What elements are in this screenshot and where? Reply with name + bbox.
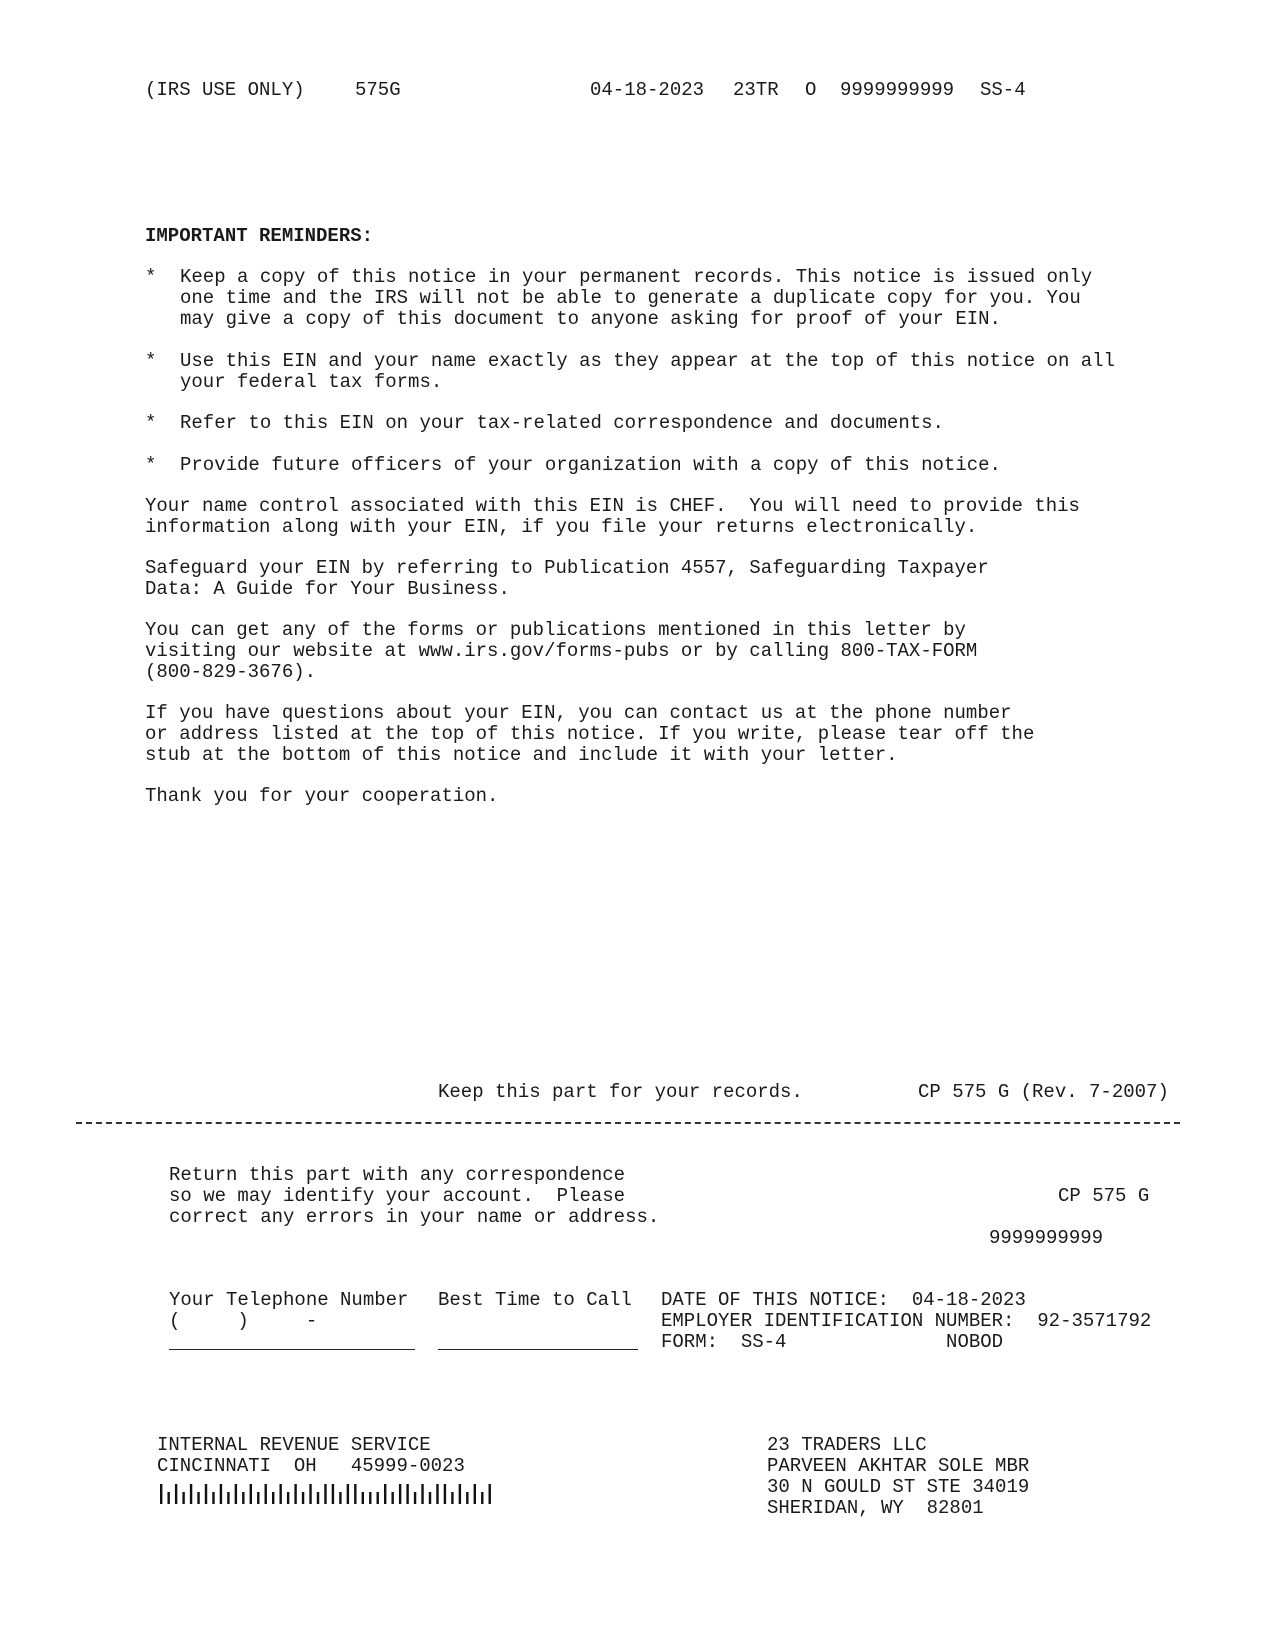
- barcode-bar: [451, 1492, 453, 1504]
- reminder-item: Provide future officers of your organization with a copy of this notice.: [180, 454, 1001, 476]
- form-revision: CP 575 G (Rev. 7-2007): [918, 1081, 1169, 1103]
- barcode-bar: [287, 1492, 289, 1504]
- header-field1: 23TR: [733, 79, 779, 101]
- header-field2: O: [805, 79, 817, 101]
- barcode-bar: [190, 1484, 192, 1504]
- barcode-bar: [391, 1492, 393, 1504]
- barcode-bar: [257, 1492, 259, 1504]
- barcode-bar: [235, 1484, 237, 1504]
- barcode-bar: [406, 1484, 408, 1504]
- keep-records-text: Keep this part for your records.: [438, 1081, 803, 1103]
- barcode-bar: [227, 1492, 229, 1504]
- name-control-paragraph: Your name control associated with this EIN is CHEF. You will need to provide this information along with your EIN, if you file your returns electronically.: [145, 495, 1080, 538]
- return-instructions: Return this part with any correspondence so we may identify your account. Please correct any errors in your name or address.: [169, 1164, 660, 1228]
- barcode-bar: [197, 1492, 199, 1504]
- safeguard-paragraph: Safeguard your EIN by referring to Publication 4557, Safeguarding Taxpayer Data: A Guide for Your Business.: [145, 557, 989, 600]
- best-time-label: Best Time to Call: [438, 1289, 632, 1311]
- barcode-bar: [220, 1484, 222, 1504]
- forms-paragraph: You can get any of the forms or publications mentioned in this letter by visiting our website at www.irs.gov/forms-pubs or by calling 800-TAX-FORM (800-829-3676).: [145, 619, 978, 683]
- reminder-item: Keep a copy of this notice in your permanent records. This notice is issued only one time and the IRS will not be able to generate a duplicate copy for you. You may give a copy of this document to anyone asking for proof of your EIN.: [180, 266, 1093, 330]
- header-date: 04-18-2023: [590, 79, 705, 101]
- barcode-bar: [332, 1484, 334, 1504]
- barcode-bar: [175, 1484, 177, 1504]
- notice-code: 575G: [355, 79, 401, 101]
- phone-underline: [169, 1349, 415, 1350]
- stub-number: 9999999999: [989, 1227, 1104, 1249]
- bullet-marker: *: [145, 266, 157, 288]
- barcode-bar: [369, 1492, 371, 1504]
- thanks-paragraph: Thank you for your cooperation.: [145, 785, 499, 807]
- bullet-marker: *: [145, 454, 157, 476]
- barcode-bar: [182, 1492, 184, 1504]
- barcode-bar: [489, 1484, 491, 1504]
- best-time-underline: [438, 1349, 638, 1350]
- barcode-bar: [212, 1492, 214, 1504]
- barcode-bar: [250, 1484, 252, 1504]
- barcode-bar: [317, 1492, 319, 1504]
- tear-off-line: [76, 1122, 1180, 1124]
- barcode-bar: [242, 1492, 244, 1504]
- irs-use-label: (IRS USE ONLY): [145, 79, 305, 101]
- postal-barcode: [160, 1484, 496, 1506]
- barcode-bar: [414, 1492, 416, 1504]
- barcode-bar: [444, 1484, 446, 1504]
- bullet-marker: *: [145, 350, 157, 372]
- barcode-bar: [362, 1492, 364, 1504]
- barcode-bar: [436, 1484, 438, 1504]
- barcode-bar: [294, 1484, 296, 1504]
- form-line: FORM: SS-4 NOBOD: [661, 1331, 1004, 1353]
- barcode-bar: [324, 1484, 326, 1504]
- barcode-bar: [339, 1492, 341, 1504]
- phone-template: ( ) -: [169, 1310, 318, 1332]
- barcode-bar: [384, 1484, 386, 1504]
- barcode-bar: [399, 1484, 401, 1504]
- phone-label: Your Telephone Number: [169, 1289, 409, 1311]
- questions-paragraph: If you have questions about your EIN, you can contact us at the phone number or address listed at the top of this notice. If you write, please tear off the stub at the bottom of this notice and include it with your letter.: [145, 702, 1035, 766]
- barcode-bar: [474, 1484, 476, 1504]
- barcode-bar: [167, 1492, 169, 1504]
- barcode-bar: [429, 1492, 431, 1504]
- notice-date-line: DATE OF THIS NOTICE: 04-18-2023: [661, 1289, 1026, 1311]
- reminders-title: IMPORTANT REMINDERS:: [145, 225, 374, 247]
- header-number: 9999999999: [840, 79, 955, 101]
- barcode-bar: [279, 1484, 281, 1504]
- barcode-bar: [347, 1484, 349, 1504]
- ein-line: EMPLOYER IDENTIFICATION NUMBER: 92-3571792: [661, 1310, 1152, 1332]
- barcode-bar: [481, 1492, 483, 1504]
- barcode-bar: [377, 1492, 379, 1504]
- barcode-bar: [354, 1484, 356, 1504]
- irs-address: INTERNAL REVENUE SERVICE CINCINNATI OH 45999-0023: [157, 1434, 465, 1477]
- header-form: SS-4: [980, 79, 1026, 101]
- bullet-marker: *: [145, 412, 157, 434]
- barcode-bar: [205, 1484, 207, 1504]
- recipient-address: 23 TRADERS LLC PARVEEN AKHTAR SOLE MBR 30 N GOULD ST STE 34019 SHERIDAN, WY 82801: [767, 1434, 1030, 1519]
- reminder-item: Refer to this EIN on your tax-related correspondence and documents.: [180, 412, 944, 434]
- barcode-bar: [421, 1484, 423, 1504]
- barcode-bar: [459, 1484, 461, 1504]
- barcode-bar: [466, 1492, 468, 1504]
- barcode-bar: [302, 1492, 304, 1504]
- barcode-bar: [272, 1492, 274, 1504]
- barcode-bar: [309, 1484, 311, 1504]
- barcode-bar: [265, 1484, 267, 1504]
- reminder-item: Use this EIN and your name exactly as they appear at the top of this notice on all your federal tax forms.: [180, 350, 1115, 393]
- barcode-bar: [160, 1484, 162, 1504]
- stub-cp-code: CP 575 G: [1058, 1185, 1150, 1207]
